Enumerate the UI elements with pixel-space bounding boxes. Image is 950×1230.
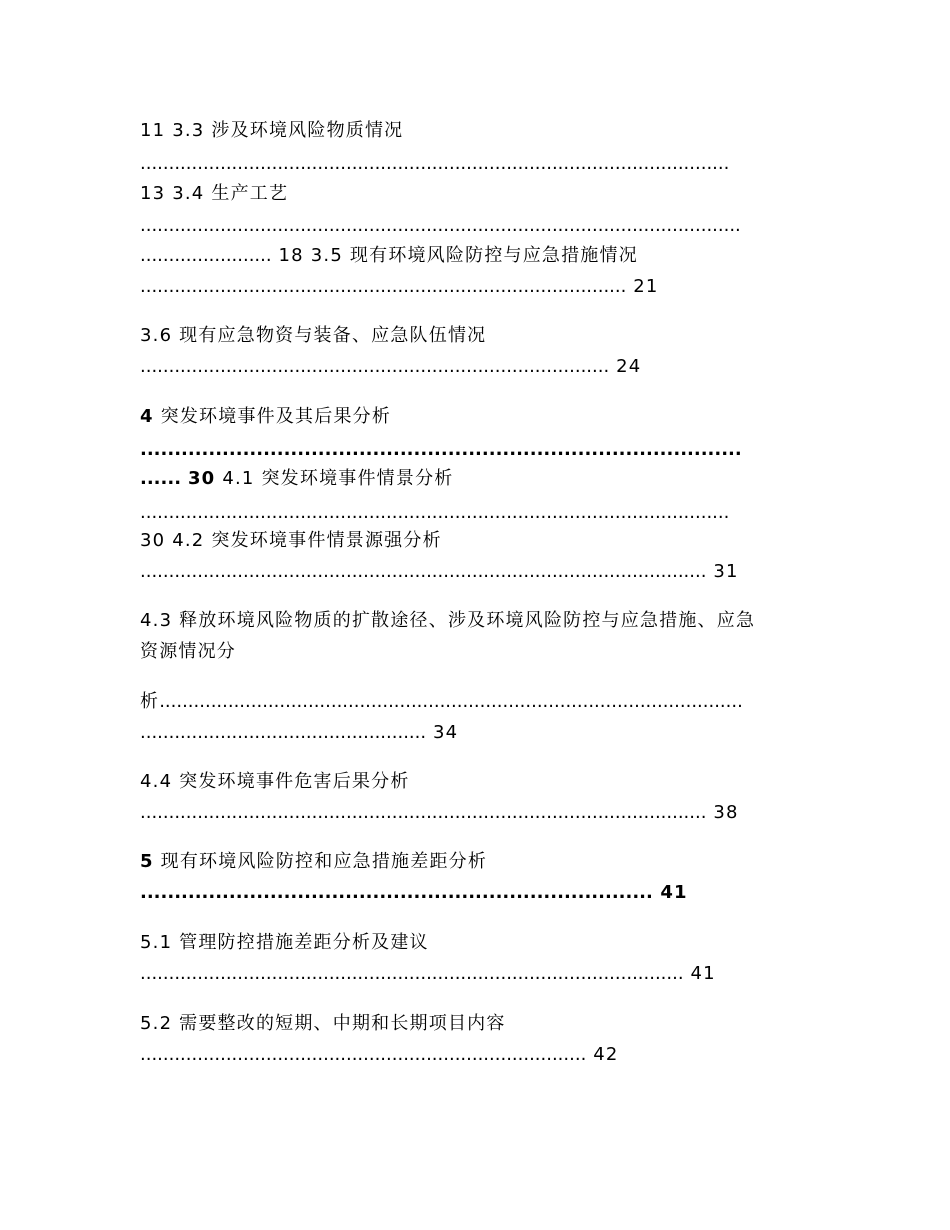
dot-leader: .................................................. [140,722,427,743]
toc-entry-title: 3.3 涉及环境风险物质情况 [172,120,404,141]
toc-line [140,932,429,954]
page-number: 18 [278,245,304,266]
toc-line [140,691,743,713]
toc-line [140,406,391,428]
dot-leader: ....................................................................................................... [140,153,730,174]
dot-leader: ....................... [140,245,272,266]
dot-leader: ................................................................................................... [140,561,707,582]
toc-leader-line [140,153,729,175]
toc-entry-title: 3.5 现有环境风险防控与应急措施情况 [310,245,638,266]
toc-line [140,771,410,793]
page-number: 24 [616,356,642,377]
toc-line [140,1013,506,1035]
page-number: 21 [633,276,659,297]
toc-entry-title: 4.4 突发环境事件危害后果分析 [140,771,410,792]
dot-leader: ............................................................................................... [140,963,684,984]
toc-entry-title: 4.3 释放环境风险物质的扩散途径、涉及环境风险防控与应急措施、应急 [140,610,756,631]
dot-leader: ..................................................................................... [140,276,627,297]
dot-leader: ...................................................................................................... [159,691,743,712]
dot-leader: ...... [140,468,182,489]
toc-line [140,530,442,552]
dot-leader: ........................................................................... [140,882,653,903]
chapter-number: 4 [140,406,154,427]
page-number: 41 [660,882,688,903]
toc-entry-title: 突发环境事件及其后果分析 [160,406,392,427]
toc-line [140,120,403,142]
toc-leader-line [140,502,729,524]
toc-entry-title: 3.6 现有应急物资与装备、应急队伍情况 [140,325,487,346]
page-number: 30 [187,468,216,489]
toc-leader-line [140,215,741,237]
toc-line [140,325,486,347]
toc-leader-line [140,963,716,985]
page-number: 42 [593,1044,619,1065]
toc-leader-line [140,802,739,824]
toc-line [140,245,638,267]
toc-leader-line [140,439,742,461]
chapter-number: 5 [140,851,154,872]
toc-entry-title: 5.2 需要整改的短期、中期和长期项目内容 [140,1013,506,1034]
toc-leader-line [140,882,688,904]
dot-leader: ........................................................................................ [140,439,742,460]
dot-leader: ................................................................................................... [140,802,707,823]
toc-entry-title: 资源情况分 [140,641,236,662]
page-number: 11 [140,120,166,141]
toc-line [140,468,453,490]
dot-leader: .................................................................................. [140,356,610,377]
page-number: 31 [713,561,739,582]
dot-leader: ....................................................................................................... [140,502,730,523]
toc-entry-title: 5.1 管理防控措施差距分析及建议 [140,932,429,953]
toc-leader-line [140,276,659,298]
toc-leader-line [140,1044,619,1066]
toc-entry-title: 3.4 生产工艺 [172,183,289,204]
toc-leader-line [140,722,458,744]
dot-leader: .............................................................................. [140,1044,587,1065]
page-number: 13 [140,183,166,204]
toc-entry-title: 4.2 突发环境事件情景源强分析 [172,530,442,551]
toc-leader-line [140,356,641,378]
toc-entry-title: 4.1 突发环境事件情景分析 [222,468,454,489]
dot-leader: ......................................................................................................... [140,215,741,236]
page-number: 34 [433,722,459,743]
toc-line [140,610,755,632]
page-number: 41 [690,963,716,984]
page-number: 30 [140,530,166,551]
page-number: 38 [713,802,739,823]
toc-entry-title: 现有环境风险防控和应急措施差距分析 [160,851,488,872]
toc-leader-line [140,561,739,583]
toc-line [140,641,236,663]
toc-entry-title: 析 [140,691,160,712]
toc-line [140,851,487,873]
toc-line [140,183,288,205]
